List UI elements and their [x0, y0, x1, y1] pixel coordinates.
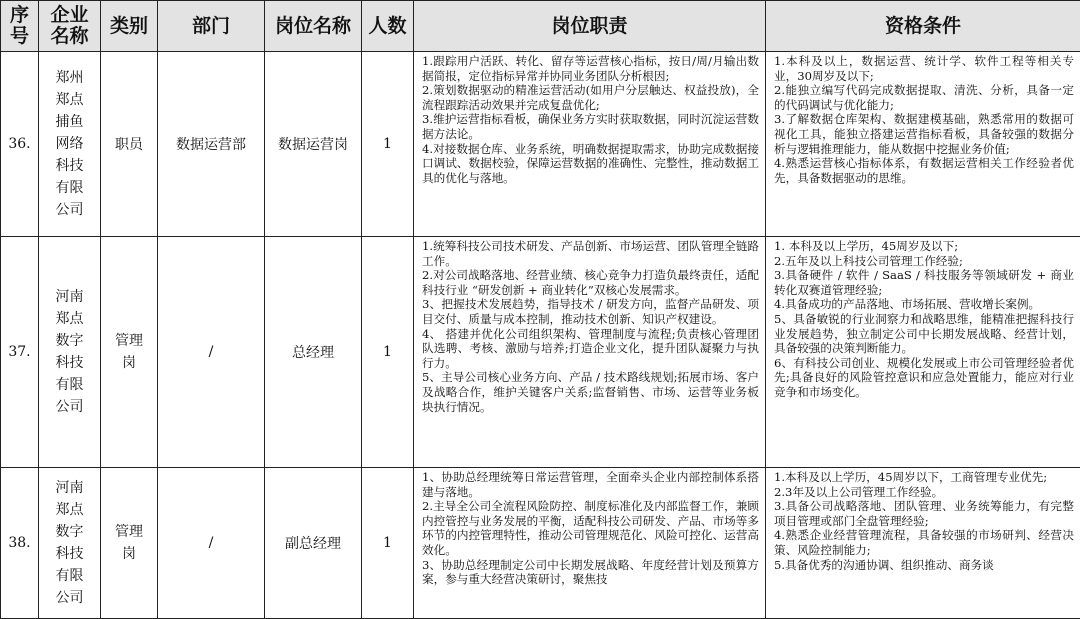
table-row: [1, 52, 1080, 237]
duty-item: 2.对公司战略落地、经营业绩、核心竞争力打造负最终责任，适配科技行业 “研发创新 + 商业转化”双核心发展需求。: [422, 268, 759, 297]
row-position: 总经理: [265, 237, 362, 468]
row-duties: [414, 237, 766, 468]
header-company: 企业名称: [39, 1, 101, 52]
row-company: 河南郑点数字科技有限公司: [39, 468, 101, 619]
duty-item: 1、协助总经理统筹日常运营管理，全面牵头企业内部控制体系搭建与落地。: [422, 470, 759, 499]
row-count: 1: [362, 468, 414, 619]
qualification-item: 2.3年及以上公司管理工作经验。: [774, 485, 1074, 500]
qualification-item: 5.具备优秀的沟通协调、组织推动、商务谈: [774, 558, 1074, 573]
row-department: 数据运营部: [158, 52, 265, 237]
header-department: 部门: [158, 1, 265, 52]
row-category: 管理岗: [101, 237, 158, 468]
row-company: 郑州郑点捕鱼网络科技有限公司: [39, 52, 101, 237]
duty-item: 4.对接数据仓库、业务系统，明确数据提取需求，协助完成数据接口调试、数据校验，保障运营数据的准确性、完整性，推动数据工具的优化与落地。: [422, 142, 759, 186]
table-row: [1, 237, 1080, 468]
header-count: 人数: [362, 1, 414, 52]
header-seq: 序号: [1, 1, 39, 52]
row-duties: [414, 468, 766, 619]
row-company: 河南郑点数字科技有限公司: [39, 237, 101, 468]
duty-item: 3、把握技术发展趋势，指导技术 / 研发方向，监督产品研发、项目交付、质量与成本控制，推动技术创新、知识产权建设。: [422, 297, 759, 326]
row-category: 职员: [101, 52, 158, 237]
qualification-item: 1. 本科及以上学历，45周岁及以下;: [774, 239, 1074, 254]
row-qualifications: [766, 237, 1080, 468]
row-seq: 36.: [1, 52, 39, 237]
header-duties: 岗位职责: [414, 1, 766, 52]
row-position: 数据运营岗: [265, 52, 362, 237]
row-count: 1: [362, 52, 414, 237]
qualification-item: 4.熟悉企业经营管理流程，具备较强的市场研判、经营决策、风险控制能力;: [774, 528, 1074, 557]
row-seq: 38.: [1, 468, 39, 619]
qualification-item: 5、具备敏锐的行业洞察力和战略思维，能精准把握科技行业发展趋势，独立制定公司中长期发展战略、经营计划，具备较强的决策判断能力。: [774, 312, 1074, 356]
duty-item: 3、协助总经理制定公司中长期发展战略、年度经营计划及预算方案，参与重大经营决策研讨，聚焦技: [422, 558, 759, 587]
qualification-item: 2.五年及以上科技公司管理工作经验;: [774, 254, 1074, 269]
qualification-item: 3.了解数据仓库架构、数据建模基础，熟悉常用的数据可视化工具，能独立搭建运营指标看板，具备较强的数据分析与逻辑推理能力，能从数据中挖掘业务价值;: [774, 112, 1074, 156]
duty-item: 2.策划数据驱动的精准运营活动(如用户分层触达、权益投放)，全流程跟踪活动效果并完成复盘优化;: [422, 83, 759, 112]
qualification-item: 3.具备硬件 / 软件 / SaaS / 科技服务等领域研发 + 商业转化双赛道管理经验;: [774, 268, 1074, 297]
row-department: /: [158, 468, 265, 619]
row-department: /: [158, 237, 265, 468]
row-seq: 37.: [1, 237, 39, 468]
row-count: 1: [362, 237, 414, 468]
duty-item: 1.跟踪用户活跃、转化、留存等运营核心指标，按日/周/月输出数据简报，定位指标异常并协同业务团队分析根因;: [422, 54, 759, 83]
qualification-item: 4.熟悉运营核心指标体系，有数据运营相关工作经验者优先，具备数据驱动的思维。: [774, 156, 1074, 185]
header-row: [1, 1, 1080, 52]
header-qualifications: 资格条件: [766, 1, 1080, 52]
qualification-item: 2.能独立编写代码完成数据提取、清洗、分析，具备一定的代码调试与优化能力;: [774, 83, 1074, 112]
header-category: 类别: [101, 1, 158, 52]
qualification-item: 1.本科及以上，数据运营、统计学、软件工程等相关专业，30周岁及以下;: [774, 54, 1074, 83]
duty-item: 2.主导全公司全流程风险防控、制度标准化及内部监督工作，兼顾内控管控与业务发展的平衡，适配科技公司研发、产品、市场等多环节的内控管理特性，推动公司管理规范化、风险可控化、运营高效化。: [422, 499, 759, 557]
duty-item: 5、主导公司核心业务方向、产品 / 技术路线规划;拓展市场、客户及战略合作，维护关键客户关系;监督销售、市场、运营等业务板块执行情况。: [422, 370, 759, 414]
qualification-item: 3.具备公司战略落地、团队管理、业务统筹能力，有完整项目管理或部门全盘管理经验;: [774, 499, 1074, 528]
row-qualifications: [766, 468, 1080, 619]
qualification-item: 4.具备成功的产品落地、市场拓展、营收增长案例。: [774, 297, 1074, 312]
duty-item: 3.维护运营指标看板，确保业务方实时获取数据，同时沉淀运营数据方法论。: [422, 112, 759, 141]
row-category: 管理岗: [101, 468, 158, 619]
qualification-item: 6、有科技公司创业、规模化发展或上市公司管理经验者优先;具备良好的风险管控意识和应急处置能力，能应对行业竞争和市场变化。: [774, 356, 1074, 400]
duty-item: 1.统筹科技公司技术研发、产品创新、市场运营、团队管理全链路工作。: [422, 239, 759, 268]
header-position: 岗位名称: [265, 1, 362, 52]
row-duties: [414, 52, 766, 237]
row-qualifications: [766, 52, 1080, 237]
table-row: [1, 468, 1080, 619]
row-position: 副总经理: [265, 468, 362, 619]
qualification-item: 1.本科及以上学历，45周岁以下，工商管理专业优先;: [774, 470, 1074, 485]
duty-item: 4、 搭建并优化公司组织架构、管理制度与流程;负责核心管理团队选聘、考核、激励与培养;打造企业文化，提升团队凝聚力与执行力。: [422, 327, 759, 371]
